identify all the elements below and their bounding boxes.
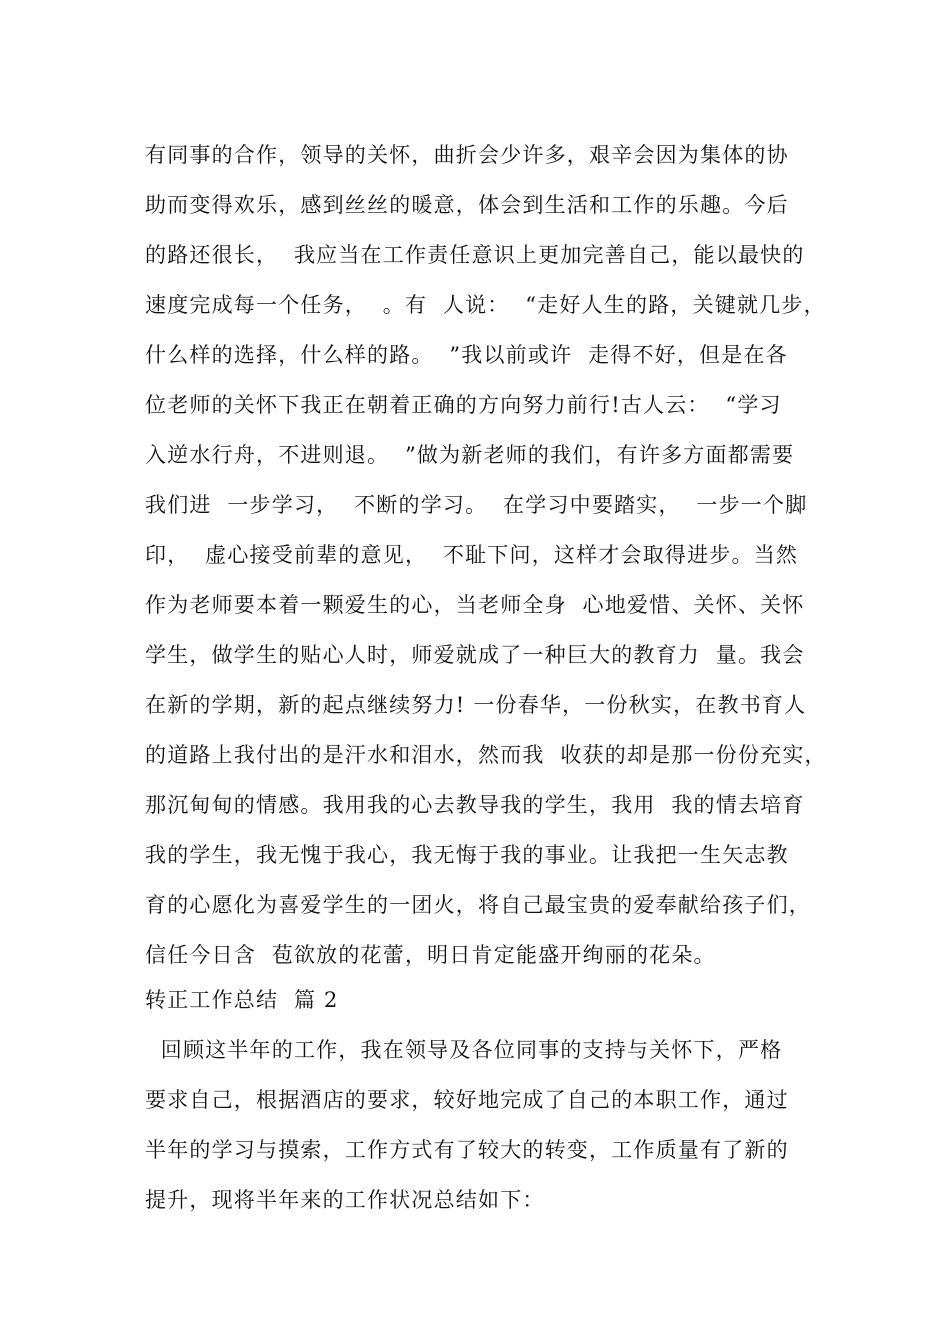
body-text-line: 的路还很长， 我应当在工作责任意识上更加完善自己，能以最快的 bbox=[145, 243, 805, 267]
body-text-line: 在新的学期，新的起点继续努力! 一份春华，一份秋实，在教书育人 bbox=[145, 693, 807, 717]
body-text-line: 作为老师要本着一颗爱生的心，当老师全身 心地爱惜、关怀、关怀 bbox=[145, 593, 805, 617]
body-text-line: 什么样的选择，什么样的路。 ”我以前或许 走得不好，但是在各 bbox=[145, 343, 788, 367]
body-text-line: 学生，做学生的贴心人时，师爱就成了一种巨大的教育力 量。我会 bbox=[145, 643, 805, 667]
body-text-line: 半年的学习与摸索，工作方式有了较大的转变，工作质量有了新的 bbox=[145, 1138, 789, 1162]
body-text-line: 那沉甸甸的情感。我用我的心去教导我的学生，我用 我的情去培育 bbox=[145, 793, 805, 817]
body-text-line: 回顾这半年的工作，我在领导及各位同事的支持与关怀下，严格 bbox=[145, 1038, 783, 1062]
body-text-line: 我的学生，我无愧于我心，我无悔于我的事业。让我把一生矢志教 bbox=[145, 843, 789, 867]
body-text-line: 要求自己，根据酒店的要求，较好地完成了自己的本职工作，通过 bbox=[145, 1088, 789, 1112]
body-text-line: 信任今日含 苞欲放的花蕾，明日肯定能盛开绚丽的花朵。 bbox=[145, 943, 716, 967]
body-text-line: 我们进 一步学习， 不断的学习。 在学习中要踏实， 一步一个脚 bbox=[145, 493, 808, 517]
body-text-line: 育的心愿化为喜爱学生的一团火，将自己最宝贵的爱奉献给孩子们， bbox=[145, 893, 811, 917]
body-text-line: 有同事的合作，领导的关怀，曲折会少许多，艰辛会因为集体的协 bbox=[145, 143, 789, 167]
body-text-line: 入逆水行舟，不进则退。 ”做为新老师的我们，有许多方面都需要 bbox=[145, 443, 795, 467]
body-text-line: 速度完成每一个任务， 。有 人说： “走好人生的路，关键就几步， bbox=[145, 293, 826, 317]
body-text-line: 提升，现将半年来的工作状况总结如下： bbox=[145, 1188, 545, 1212]
section-heading: 转正工作总结 篇 2 bbox=[145, 988, 339, 1012]
body-text-line: 位老师的关怀下我正在朝着正确的方向努力前行!古人云： “学习 bbox=[145, 393, 782, 417]
body-text-line: 的道路上我付出的是汗水和泪水，然而我 收获的却是那一份份充实， bbox=[145, 743, 827, 767]
body-text-line: 印， 虚心接受前辈的意见， 不耻下问，这样才会取得进步。当然 bbox=[145, 543, 799, 567]
body-text-line: 助而变得欢乐，感到丝丝的暖意，体会到生活和工作的乐趣。今后 bbox=[145, 193, 789, 217]
